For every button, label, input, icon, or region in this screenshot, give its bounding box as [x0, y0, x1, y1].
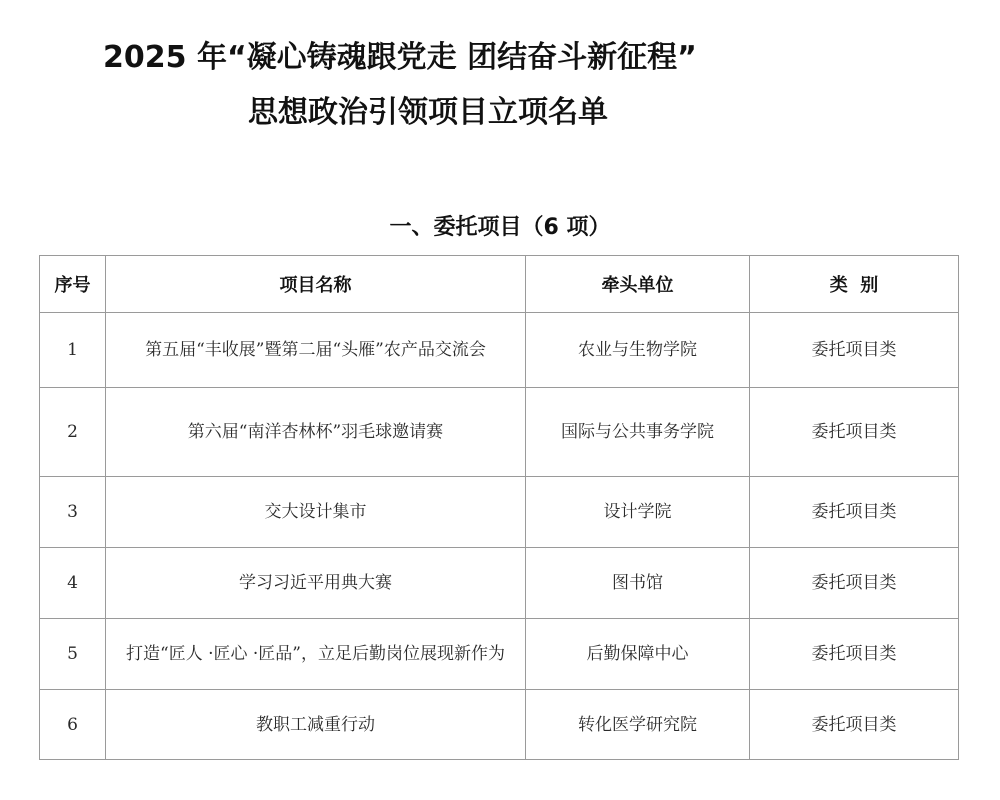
table-row — [40, 313, 959, 388]
table-row — [40, 690, 959, 760]
table-row — [40, 388, 959, 477]
row-project-name: 第五届“丰收展”暨第二届“头雁”农产品交流会 — [106, 313, 526, 388]
project-table — [39, 255, 959, 760]
document-title-line-1: 2025 年“凝心铸魂跟党走 团结奋斗新征程” — [103, 40, 697, 75]
table-row — [40, 619, 959, 690]
row-category: 委托项目类 — [750, 477, 959, 548]
row-project-name: 学习习近平用典大赛 — [106, 548, 526, 619]
header-lead-unit: 牵头单位 — [526, 256, 750, 313]
header-index: 序号 — [40, 256, 106, 313]
table-header — [40, 256, 959, 313]
row-lead-unit: 设计学院 — [526, 477, 750, 548]
row-project-name: 第六届“南洋杏林杯”羽毛球邀请赛 — [106, 388, 526, 477]
row-index: 2 — [40, 388, 106, 477]
row-lead-unit: 国际与公共事务学院 — [526, 388, 750, 477]
row-index: 3 — [40, 477, 106, 548]
table-header-row — [40, 256, 959, 313]
row-index: 5 — [40, 619, 106, 690]
section-heading: 一、委托项目（6 项） — [389, 215, 611, 240]
row-project-name: 交大设计集市 — [106, 477, 526, 548]
row-category: 委托项目类 — [750, 690, 959, 760]
row-project-name: 打造“匠人 ·匠心 ·匠品”，立足后勤岗位展现新作为 — [106, 619, 526, 690]
row-category: 委托项目类 — [750, 388, 959, 477]
row-lead-unit: 后勤保障中心 — [526, 619, 750, 690]
row-category: 委托项目类 — [750, 619, 959, 690]
row-index: 1 — [40, 313, 106, 388]
header-category: 类 别 — [750, 256, 959, 313]
header-project-name: 项目名称 — [106, 256, 526, 313]
table-row — [40, 548, 959, 619]
row-lead-unit: 转化医学研究院 — [526, 690, 750, 760]
row-index: 4 — [40, 548, 106, 619]
row-category: 委托项目类 — [750, 313, 959, 388]
row-index: 6 — [40, 690, 106, 760]
row-lead-unit: 图书馆 — [526, 548, 750, 619]
table-body — [40, 313, 959, 760]
document-title-line-2: 思想政治引领项目立项名单 — [248, 95, 608, 130]
row-category: 委托项目类 — [750, 548, 959, 619]
table-row — [40, 477, 959, 548]
row-project-name: 教职工减重行动 — [106, 690, 526, 760]
row-lead-unit: 农业与生物学院 — [526, 313, 750, 388]
